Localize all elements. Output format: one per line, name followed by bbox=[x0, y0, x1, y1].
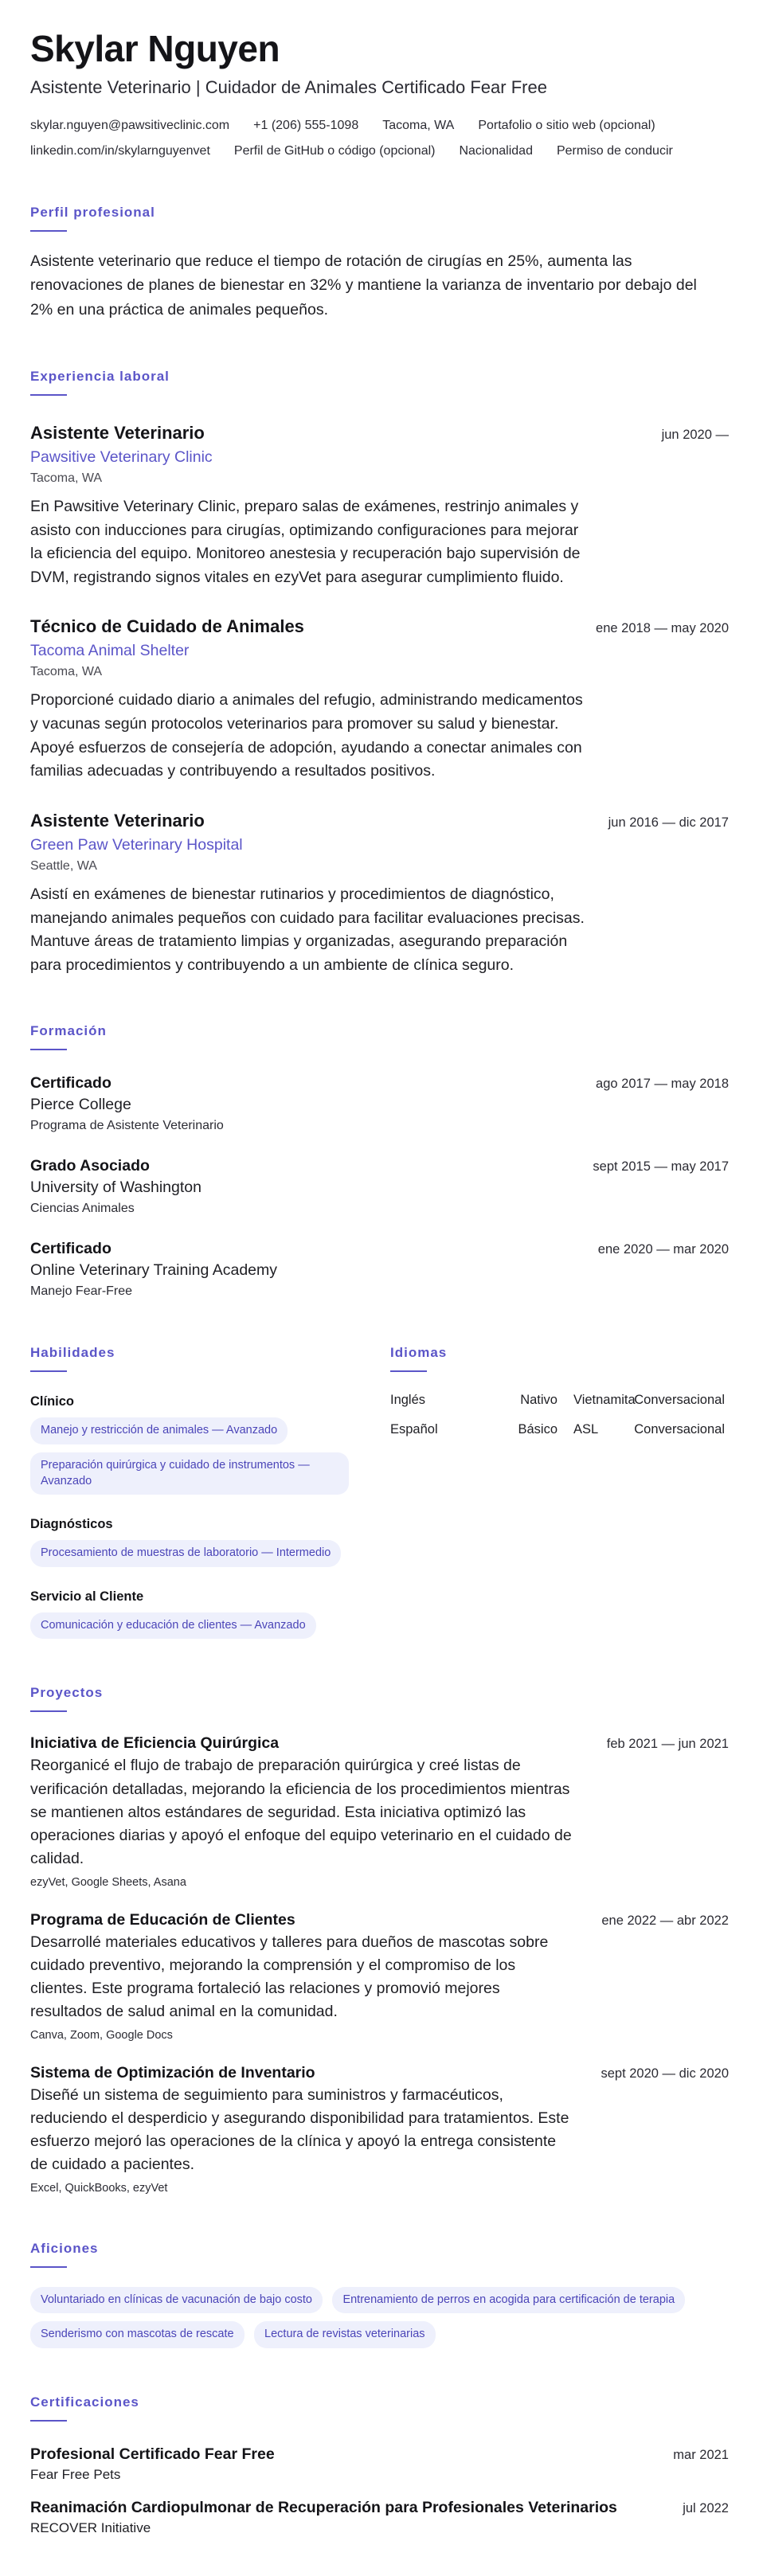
section-divider bbox=[30, 1370, 67, 1372]
education-entry bbox=[30, 1240, 729, 1299]
contact-location: Tacoma, WA bbox=[382, 118, 455, 132]
project-dates: feb 2021 — jun 2021 bbox=[606, 1737, 729, 1752]
hobbies-section bbox=[30, 2241, 729, 2348]
skills-section bbox=[30, 1345, 365, 1639]
section-divider bbox=[30, 394, 67, 396]
contact-driving-license: Permiso de conducir bbox=[556, 143, 673, 158]
contact-email[interactable]: skylar.nguyen@pawsitiveclinic.com bbox=[30, 118, 230, 132]
project-description: Desarrollé materiales educativos y talleres para dueños de mascotas sobre cuidado preventivo, mejorando la comprensión y el compromiso de los clientes. Este programa fortaleció las relaciones y promovió mejores resultados de salud animal en la comunidad. bbox=[30, 1933, 549, 2021]
education-entry bbox=[30, 1157, 729, 1216]
section-divider bbox=[30, 2420, 67, 2422]
job-entry bbox=[30, 811, 729, 978]
education-degree: Grado Asociado bbox=[30, 1157, 150, 1175]
skill-group bbox=[30, 1589, 365, 1640]
certifications-section bbox=[30, 2394, 729, 2536]
projects-section bbox=[30, 1685, 729, 2194]
contact-nationality: Nacionalidad bbox=[459, 143, 533, 158]
skill-pill: Manejo y restricción de animales — Avanzado bbox=[30, 1417, 288, 1444]
education-school: Online Veterinary Training Academy bbox=[30, 1261, 278, 1280]
contact-list bbox=[30, 119, 715, 158]
candidate-name: Skylar Nguyen bbox=[30, 28, 280, 69]
language-name: Vietnamita bbox=[573, 1393, 636, 1408]
summary-section bbox=[30, 205, 729, 322]
language-name: Inglés bbox=[390, 1393, 426, 1408]
skills-languages-row bbox=[30, 1345, 729, 1639]
section-divider bbox=[30, 230, 67, 232]
certification-entry bbox=[30, 2499, 729, 2536]
project-tools: Canva, Zoom, Google Docs bbox=[30, 2028, 173, 2042]
job-description: Asistí en exámenes de bienestar rutinarios y procedimientos de diagnóstico, manejando animales pequeños con cuidado para facilitar evaluaciones precisas. Mantuve áreas de tratamiento limpias y organizadas, asegurando preparación para procedimientos y contribuyendo a un ambiente de clínica seguro. bbox=[30, 885, 585, 974]
project-entry bbox=[30, 1911, 729, 2042]
certification-date: mar 2021 bbox=[673, 2447, 729, 2462]
contact-portfolio[interactable]: Portafolio o sitio web (opcional) bbox=[478, 118, 655, 132]
job-dates: jun 2020 — bbox=[661, 427, 729, 442]
certification-entry bbox=[30, 2445, 729, 2483]
section-divider bbox=[30, 2266, 67, 2268]
language-name: ASL bbox=[573, 1422, 599, 1437]
skill-group-name: Clínico bbox=[30, 1394, 75, 1409]
job-company[interactable]: Tacoma Animal Shelter bbox=[30, 642, 190, 660]
skill-group-name: Diagnósticos bbox=[30, 1517, 113, 1532]
skill-pill: Comunicación y educación de clientes — Avanzado bbox=[30, 1612, 316, 1640]
project-entry bbox=[30, 2064, 729, 2195]
project-tools: Excel, QuickBooks, ezyVet bbox=[30, 2181, 168, 2195]
skill-pill: Preparación quirúrgica y cuidado de instrumentos — Avanzado bbox=[30, 1452, 349, 1495]
hobby-pill: Entrenamiento de perros en acogida para certificación de terapia bbox=[332, 2287, 685, 2314]
project-tools: ezyVet, Google Sheets, Asana bbox=[30, 1875, 186, 1889]
job-title: Asistente Veterinario bbox=[30, 422, 205, 443]
skill-group-name: Servicio al Cliente bbox=[30, 1589, 144, 1604]
project-dates: sept 2020 — dic 2020 bbox=[601, 2066, 729, 2081]
section-divider bbox=[30, 1710, 67, 1712]
job-location: Tacoma, WA bbox=[30, 665, 103, 679]
experience-section bbox=[30, 369, 729, 978]
resume-header bbox=[30, 29, 729, 158]
education-degree: Certificado bbox=[30, 1240, 112, 1258]
hobby-list bbox=[30, 2279, 729, 2348]
education-section bbox=[30, 1023, 729, 1299]
language-level: Básico bbox=[518, 1422, 558, 1437]
job-location: Seattle, WA bbox=[30, 858, 97, 873]
project-entry bbox=[30, 1734, 729, 1888]
languages-table bbox=[390, 1393, 725, 1437]
certification-name: Profesional Certificado Fear Free bbox=[30, 2445, 275, 2463]
certification-name: Reanimación Cardiopulmonar de Recuperación para Profesionales Veterinarios bbox=[30, 2498, 617, 2516]
job-company[interactable]: Pawsitive Veterinary Clinic bbox=[30, 448, 213, 466]
language-name: Español bbox=[390, 1422, 438, 1437]
job-title: Asistente Veterinario bbox=[30, 810, 205, 831]
summary-text: Asistente veterinario que reduce el tiempo de rotación de cirugías en 25%, aumenta las renovaciones de planes de bienestar en 32% y mantiene la varianza de inventario por debajo del 2% en una práctica de animales pequeños. bbox=[30, 252, 697, 319]
section-title-experience: Experiencia laboral bbox=[30, 368, 170, 384]
project-description: Reorganicé el flujo de trabajo de preparación quirúrgica y creé listas de verificación detalladas, mejorando la eficiencia de los procedimientos mientras se mantienen altos estándares de seguridad. Esta iniciativa optimizó las operaciones diarias y apoyó el enfoque del equipo veterinario en el cuidado de calidad. bbox=[30, 1757, 572, 1868]
language-row bbox=[390, 1422, 725, 1437]
education-field: Ciencias Animales bbox=[30, 1202, 135, 1216]
certification-issuer: RECOVER Initiative bbox=[30, 2519, 151, 2535]
section-title-projects: Proyectos bbox=[30, 1685, 104, 1701]
section-divider bbox=[30, 1049, 67, 1050]
education-dates: sept 2015 — may 2017 bbox=[593, 1159, 729, 1175]
project-description: Diseñé un sistema de seguimiento para suministros y farmacéuticos, reduciendo el desperdicio y asegurando disponibilidad para tratamientos. Este esfuerzo mejoró las operaciones de la clínica y apoyó la entrega consistente de cuidado a pacientes. bbox=[30, 2085, 569, 2174]
hobby-pill: Senderismo con mascotas de rescate bbox=[30, 2321, 245, 2348]
project-title: Programa de Educación de Clientes bbox=[30, 1910, 295, 1929]
education-field: Programa de Asistente Veterinario bbox=[30, 1119, 224, 1133]
job-entry bbox=[30, 423, 729, 590]
section-title-summary: Perfil profesional bbox=[30, 204, 155, 220]
section-title-languages: Idiomas bbox=[390, 1345, 448, 1361]
contact-phone[interactable]: +1 (206) 555-1098 bbox=[253, 118, 359, 132]
education-dates: ene 2020 — mar 2020 bbox=[597, 1242, 729, 1257]
hobby-pill: Voluntariado en clínicas de vacunación de bajo costo bbox=[30, 2287, 323, 2314]
job-dates: jun 2016 — dic 2017 bbox=[608, 815, 729, 830]
language-level: Conversacional bbox=[634, 1393, 725, 1408]
job-title: Técnico de Cuidado de Animales bbox=[30, 616, 304, 637]
education-entry bbox=[30, 1074, 729, 1133]
job-location: Tacoma, WA bbox=[30, 471, 103, 485]
section-title-education: Formación bbox=[30, 1023, 107, 1039]
education-school: University of Washington bbox=[30, 1179, 201, 1197]
contact-github[interactable]: Perfil de GitHub o código (opcional) bbox=[233, 143, 436, 158]
certification-issuer: Fear Free Pets bbox=[30, 2466, 121, 2482]
section-title-hobbies: Aficiones bbox=[30, 2240, 99, 2256]
skill-group bbox=[30, 1517, 365, 1567]
project-title: Iniciativa de Eficiencia Quirúrgica bbox=[30, 1734, 280, 1753]
section-title-skills: Habilidades bbox=[30, 1345, 115, 1361]
education-school: Pierce College bbox=[30, 1096, 131, 1114]
section-divider bbox=[390, 1370, 427, 1372]
skill-pill: Procesamiento de muestras de laboratorio — Intermedio bbox=[30, 1540, 341, 1567]
candidate-tagline: Asistente Veterinario | Cuidador de Animales Certificado Fear Free bbox=[30, 76, 547, 97]
language-level: Conversacional bbox=[634, 1422, 725, 1437]
job-company[interactable]: Green Paw Veterinary Hospital bbox=[30, 835, 243, 854]
language-row bbox=[390, 1393, 725, 1408]
languages-section bbox=[390, 1345, 725, 1639]
education-degree: Certificado bbox=[30, 1074, 112, 1093]
project-title: Sistema de Optimización de Inventario bbox=[30, 2063, 315, 2082]
project-dates: ene 2022 — abr 2022 bbox=[601, 1913, 729, 1928]
section-title-certifications: Certificaciones bbox=[30, 2394, 139, 2410]
contact-linkedin[interactable]: linkedin.com/in/skylarnguyenvet bbox=[30, 143, 210, 158]
job-description: En Pawsitive Veterinary Clinic, preparo salas de exámenes, restrinjo animales y asisto con inducciones para cirugías, optimizando configuraciones para mejorar la eficiencia del equipo. Monitoreo anestesia y recuperación bajo supervisión de DVM, registrando signos vitales en ezyVet para asegurar cumplimiento fluido. bbox=[30, 497, 581, 586]
certification-date: jul 2022 bbox=[683, 2500, 729, 2515]
skill-group bbox=[30, 1394, 365, 1495]
language-level: Nativo bbox=[520, 1393, 558, 1408]
education-dates: ago 2017 — may 2018 bbox=[596, 1077, 729, 1092]
job-entry bbox=[30, 616, 729, 784]
job-dates: ene 2018 — may 2020 bbox=[596, 621, 729, 636]
education-field: Manejo Fear-Free bbox=[30, 1284, 133, 1299]
hobby-pill: Lectura de revistas veterinarias bbox=[254, 2321, 436, 2348]
job-description: Proporcioné cuidado diario a animales del refugio, administrando medicamentos y vacunas según protocolos veterinarios para promover su salud y bienestar. Apoyé esfuerzos de consejería de adopción, ayudando a conectar animales con familias adecuadas y contribuyendo a resultados positivos. bbox=[30, 691, 583, 780]
